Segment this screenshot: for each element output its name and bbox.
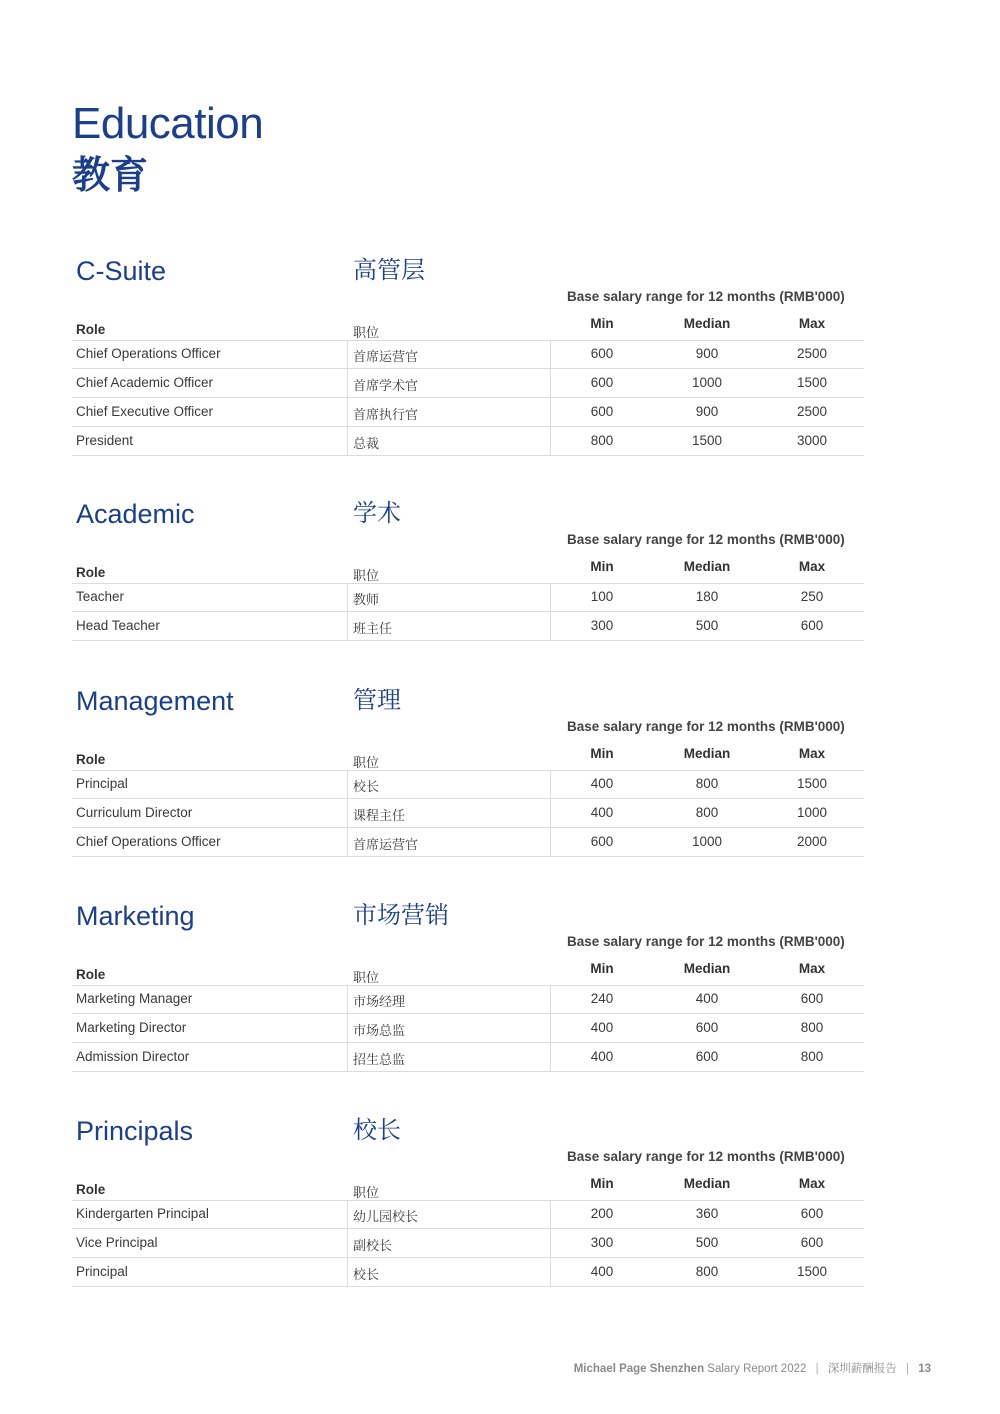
salary-median: 800: [695, 805, 719, 820]
role-name: President: [76, 433, 134, 448]
salary-min: 400: [590, 1049, 614, 1064]
header-min: Min: [590, 961, 614, 976]
table-row: [72, 799, 864, 828]
table-body: [72, 985, 864, 1072]
footer-separator: |: [906, 1363, 909, 1375]
role-name-cn-cell: [347, 828, 551, 856]
role-name-cn: 总裁: [353, 436, 380, 451]
header-min: Min: [590, 559, 614, 574]
role-name-cn-cell: [347, 340, 551, 368]
role-name-cn: 校长: [353, 1267, 380, 1282]
section-title-cn: 校长: [353, 1117, 401, 1144]
salary-median: 900: [695, 346, 719, 361]
salary-median: 360: [695, 1206, 719, 1221]
table-row: [72, 1014, 864, 1043]
salary-max: 600: [800, 618, 824, 633]
table-body: [72, 583, 864, 641]
role-name-cn-cell: [347, 799, 551, 827]
table-row: [72, 398, 864, 427]
role-name: Teacher: [76, 589, 125, 604]
salary-min: 400: [590, 805, 614, 820]
role-name-cn: 市场经理: [353, 994, 406, 1009]
header-role: Role: [76, 752, 106, 767]
role-name: Admission Director: [76, 1049, 190, 1064]
salary-max: 1500: [796, 776, 828, 791]
table-row: [72, 1043, 864, 1072]
salary-median: 800: [695, 1264, 719, 1279]
role-name: Principal: [76, 1264, 128, 1279]
salary-max: 800: [800, 1020, 824, 1035]
table-row: [72, 828, 864, 857]
table-row: [72, 1258, 864, 1287]
header-max: Max: [798, 746, 826, 761]
footer-page-number: 13: [918, 1363, 931, 1375]
role-name-cn: 教师: [353, 592, 380, 607]
section-title-cn: 管理: [353, 687, 401, 714]
header-min: Min: [590, 1176, 614, 1191]
salary-section: [72, 254, 864, 456]
salary-range-caption: Base salary range for 12 months (RMB'000): [567, 1149, 845, 1164]
table-row: [72, 340, 864, 369]
salary-min: 600: [590, 375, 614, 390]
role-name: Chief Operations Officer: [76, 834, 221, 849]
salary-max: 1500: [796, 375, 828, 390]
section-title-cn: 市场营销: [353, 902, 449, 929]
salary-median: 1500: [691, 433, 723, 448]
role-name-cn-cell: [347, 985, 551, 1013]
role-name-cn: 招生总监: [353, 1052, 406, 1067]
salary-min: 600: [590, 346, 614, 361]
salary-max: 1500: [796, 1264, 828, 1279]
role-name-cn-cell: [347, 427, 551, 455]
table-header: [72, 1174, 864, 1201]
role-name-cn: 首席执行官: [353, 407, 419, 422]
header-median: Median: [683, 559, 731, 574]
header-position-cn: 职位: [353, 568, 380, 583]
role-name-cn-cell: [347, 1014, 551, 1042]
salary-max: 250: [800, 589, 824, 604]
role-name-cn: 课程主任: [353, 808, 406, 823]
header-max: Max: [798, 316, 826, 331]
header-max: Max: [798, 961, 826, 976]
salary-max: 2500: [796, 404, 828, 419]
role-name-cn-cell: [347, 770, 551, 798]
salary-min: 240: [590, 991, 614, 1006]
salary-range-caption: Base salary range for 12 months (RMB'000): [567, 532, 845, 547]
salary-min: 400: [590, 776, 614, 791]
header-role: Role: [76, 1182, 106, 1197]
role-name-cn: 班主任: [353, 621, 393, 636]
salary-range-caption: Base salary range for 12 months (RMB'000): [567, 934, 845, 949]
role-name: Chief Operations Officer: [76, 346, 221, 361]
salary-min: 100: [590, 589, 614, 604]
salary-section: [72, 684, 864, 857]
role-name: Marketing Manager: [76, 991, 193, 1006]
salary-max: 800: [800, 1049, 824, 1064]
table-header: [72, 314, 864, 341]
role-name-cn-cell: [347, 369, 551, 397]
role-name-cn: 首席运营官: [353, 349, 419, 364]
header-median: Median: [683, 961, 731, 976]
footer-report-cn: 深圳薪酬报告: [827, 1363, 897, 1375]
table-body: [72, 1200, 864, 1287]
salary-section: [72, 497, 864, 641]
section-title: Marketing: [76, 901, 195, 931]
table-body: [72, 770, 864, 857]
salary-median: 500: [695, 618, 719, 633]
role-name-cn-cell: [347, 583, 551, 611]
header-role: Role: [76, 565, 106, 580]
role-name-cn-cell: [347, 1229, 551, 1257]
header-median: Median: [683, 316, 731, 331]
salary-median: 900: [695, 404, 719, 419]
page-title-cn: 教育: [72, 155, 149, 197]
role-name-cn: 市场总监: [353, 1023, 406, 1038]
salary-median: 1000: [691, 375, 723, 390]
table-row: [72, 612, 864, 641]
salary-section: [72, 899, 864, 1072]
table-row: [72, 770, 864, 799]
salary-max: 2000: [796, 834, 828, 849]
salary-median: 800: [695, 776, 719, 791]
salary-max: 1000: [796, 805, 828, 820]
role-name-cn-cell: [347, 398, 551, 426]
role-name-cn: 首席学术官: [353, 378, 419, 393]
salary-max: 600: [800, 1206, 824, 1221]
salary-median: 180: [695, 589, 719, 604]
role-name: Curriculum Director: [76, 805, 193, 820]
role-name-cn-cell: [347, 1043, 551, 1071]
footer-separator: |: [815, 1363, 819, 1375]
header-min: Min: [590, 316, 614, 331]
table-row: [72, 1200, 864, 1229]
section-title: C-Suite: [76, 256, 167, 286]
role-name: Chief Executive Officer: [76, 404, 214, 419]
role-name: Vice Principal: [76, 1235, 158, 1250]
salary-median: 500: [695, 1235, 719, 1250]
role-name: Principal: [76, 776, 128, 791]
role-name-cn: 副校长: [353, 1238, 393, 1253]
header-max: Max: [798, 1176, 826, 1191]
footer-brand: Michael Page Shenzhen: [573, 1363, 705, 1375]
table-row: [72, 985, 864, 1014]
section-title: Principals: [76, 1116, 194, 1146]
salary-median: 400: [695, 991, 719, 1006]
header-role: Role: [76, 967, 106, 982]
header-position-cn: 职位: [353, 1185, 380, 1200]
table-header: [72, 744, 864, 771]
salary-section: [72, 1114, 864, 1287]
table-body: [72, 340, 864, 456]
header-position-cn: 职位: [353, 970, 380, 985]
role-name-cn: 幼儿园校长: [353, 1209, 419, 1224]
role-name-cn-cell: [347, 1258, 551, 1286]
role-name-cn: 校长: [353, 779, 380, 794]
section-title: Academic: [76, 499, 195, 529]
salary-min: 300: [590, 618, 614, 633]
table-row: [72, 1229, 864, 1258]
page-title: Education: [72, 99, 264, 148]
salary-range-caption: Base salary range for 12 months (RMB'000): [567, 719, 845, 734]
salary-min: 400: [590, 1264, 614, 1279]
page-footer: [574, 1360, 931, 1376]
section-title: Management: [76, 686, 234, 716]
salary-range-caption: Base salary range for 12 months (RMB'000): [567, 289, 845, 304]
header-position-cn: 职位: [353, 325, 380, 340]
salary-min: 300: [590, 1235, 614, 1250]
salary-min: 200: [590, 1206, 614, 1221]
salary-min: 600: [590, 834, 614, 849]
header-min: Min: [590, 746, 614, 761]
table-row: [72, 583, 864, 612]
footer-report: Salary Report 2022: [707, 1363, 807, 1375]
role-name: Head Teacher: [76, 618, 160, 633]
header-median: Median: [683, 1176, 731, 1191]
table-row: [72, 427, 864, 456]
salary-max: 2500: [796, 346, 828, 361]
salary-max: 3000: [796, 433, 828, 448]
header-median: Median: [683, 746, 731, 761]
table-row: [72, 369, 864, 398]
role-name: Marketing Director: [76, 1020, 187, 1035]
role-name-cn: 首席运营官: [353, 837, 419, 852]
header-role: Role: [76, 322, 106, 337]
salary-min: 800: [590, 433, 614, 448]
section-title-cn: 学术: [353, 500, 401, 527]
salary-max: 600: [800, 1235, 824, 1250]
salary-max: 600: [800, 991, 824, 1006]
role-name-cn-cell: [347, 612, 551, 640]
salary-min: 600: [590, 404, 614, 419]
salary-min: 400: [590, 1020, 614, 1035]
role-name: Kindergarten Principal: [76, 1206, 209, 1221]
header-position-cn: 职位: [353, 755, 380, 770]
salary-median: 1000: [691, 834, 723, 849]
section-title-cn: 高管层: [353, 257, 425, 284]
salary-median: 600: [695, 1020, 719, 1035]
table-header: [72, 557, 864, 584]
role-name-cn-cell: [347, 1200, 551, 1228]
salary-median: 600: [695, 1049, 719, 1064]
header-max: Max: [798, 559, 826, 574]
table-header: [72, 959, 864, 986]
role-name: Chief Academic Officer: [76, 375, 214, 390]
